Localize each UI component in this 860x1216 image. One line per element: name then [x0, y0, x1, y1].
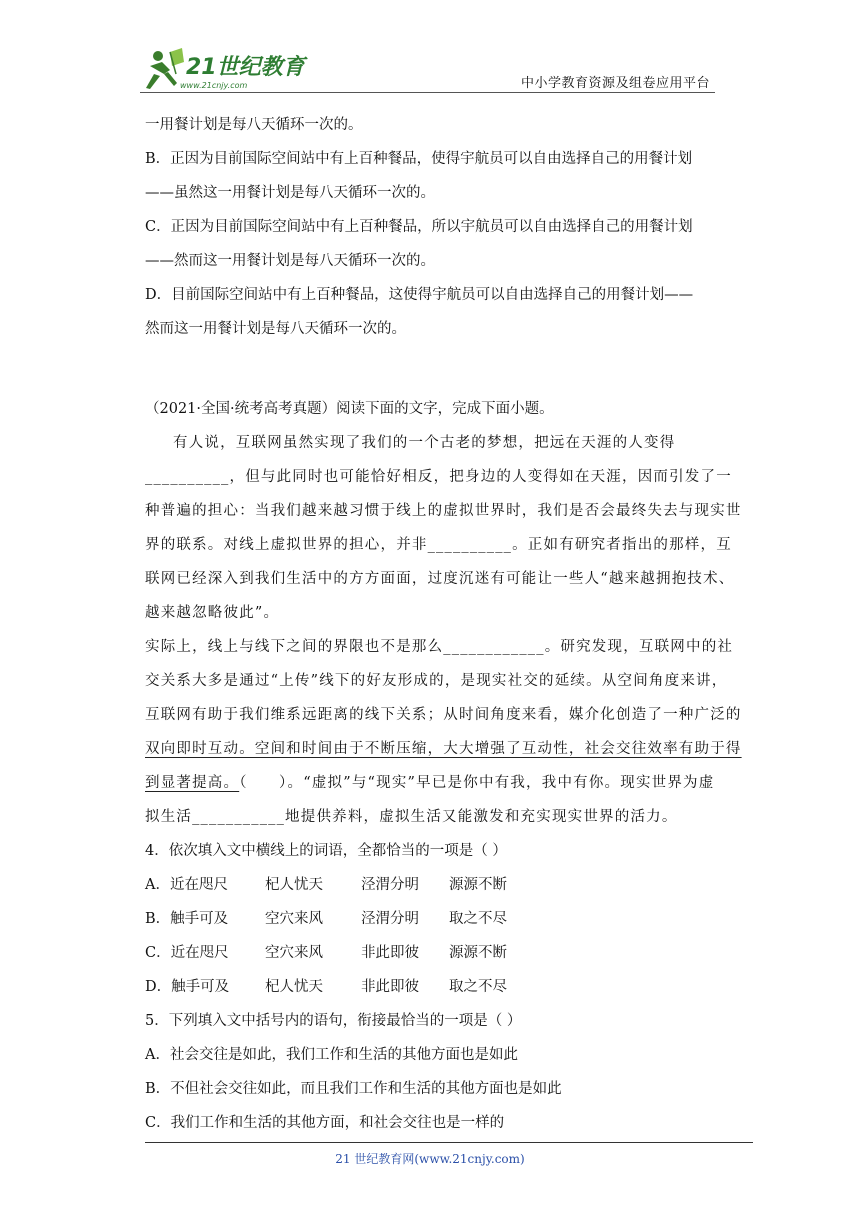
passage-line: 实际上，线上与线下之间的界限也不是那么____________。研究发现，互联网中的社: [145, 639, 734, 655]
option-cell: 杞人忧天: [265, 877, 323, 893]
footer-link[interactable]: 21 世纪教育网(www.21cnjy.com): [335, 1152, 525, 1166]
option-cell: 杞人忧天: [265, 979, 323, 995]
prev-option-d-line1: D．目前国际空间站中有上百种餐品，这使得宇航员可以自由选择自己的用餐计划——: [145, 287, 694, 303]
question-4-option: [145, 868, 720, 902]
passage-line: 有人说，互联网虽然实现了我们的一个古老的梦想，把远在天涯的人变得: [173, 435, 676, 451]
option-cell: 取之不尽: [449, 979, 507, 995]
passage-line-underlined: 双向即时互动。空间和时间由于不断压缩，大大增强了互动性，社会交往效率有助于得: [145, 741, 742, 757]
option-cell: D．触手可及: [145, 979, 230, 995]
header-divider: [140, 92, 715, 93]
document-body: [145, 108, 742, 1140]
passage-line: 交关系大多是通过“上传”线下的好友形成的，是现实社交的延续。从空间角度来讲，: [145, 673, 728, 689]
question-4-stem: 4．依次填入文中横线上的词语，全都恰当的一项是（ ）: [145, 843, 507, 859]
question-5-option-a: A．社会交往是如此，我们工作和生活的其他方面也是如此: [145, 1047, 518, 1063]
passage-line: 拟生活___________地提供养料，虚拟生活又能激发和充实现实世界的活力。: [145, 809, 678, 825]
header-platform-title: 中小学教育资源及组卷应用平台: [520, 76, 710, 91]
logo-icon: [140, 44, 320, 96]
passage-line: 越来越忽略彼此”。: [145, 605, 280, 621]
option-cell: C．近在咫尺: [145, 945, 229, 961]
prev-option-c-line1: C．正因为目前国际空间站中有上百种餐品，所以宇航员可以自由选择自己的用餐计划: [145, 219, 693, 235]
prev-option-b-line2: ——虽然这一用餐计划是每八天循环一次的。: [145, 185, 435, 201]
option-cell: A．近在咫尺: [145, 877, 228, 893]
logo-text: 21世纪教育: [186, 55, 305, 80]
option-cell: 非此即彼: [361, 979, 419, 995]
prev-option-d-line2: 然而这一用餐计划是每八天循环一次的。: [145, 321, 406, 337]
passage-line: __________，但与此同时也可能恰好相反，把身边的人变得如在天涯，因而引发了一: [145, 469, 732, 485]
question-5-option-c: C．我们工作和生活的其他方面，和社会交往也是一样的: [145, 1115, 505, 1131]
passage-line: 联网已经深入到我们生活中的方方面面，过度沉迷有可能让一些人“越来越拥抱技术、: [145, 571, 735, 587]
section-gap: [145, 346, 720, 392]
option-cell: 源源不断: [449, 877, 507, 893]
question-4-option: [145, 902, 720, 936]
prev-option-c-line2: ——然而这一用餐计划是每八天循环一次的。: [145, 253, 435, 269]
question-4-option: [145, 970, 720, 1004]
footer-divider: [145, 1142, 753, 1143]
option-cell: 取之不尽: [449, 911, 507, 927]
option-cell: 空穴来风: [265, 945, 323, 961]
logo-url: www.21cnjy.com: [180, 81, 248, 90]
passage-source: （2021·全国·统考高考真题）阅读下面的文字，完成下面小题。: [145, 401, 554, 417]
passage-fragment: （ ）。“虚拟”与“现实”早已是你中有我，我中有你。现实世界为虚: [239, 775, 715, 791]
passage-line: 界的联系。对线上虚拟世界的担心，并非__________。正如有研究者指出的那样，互: [145, 537, 732, 553]
question-5-option-b: B．不但社会交往如此，而且我们工作和生活的其他方面也是如此: [145, 1081, 562, 1097]
option-cell: 泾渭分明: [361, 877, 419, 893]
option-cell: 源源不断: [449, 945, 507, 961]
question-4-option: [145, 936, 720, 970]
prev-option-a-tail: 一用餐计划是每八天循环一次的。: [145, 117, 363, 133]
option-cell: 空穴来风: [265, 911, 323, 927]
option-cell: 泾渭分明: [361, 911, 419, 927]
passage-line: 互联网有助于我们维系远距离的线下关系；从时间角度来看，媒介化创造了一种广泛的: [145, 707, 742, 723]
page-header: [0, 0, 860, 100]
question-5-stem: 5．下列填入文中括号内的语句，衔接最恰当的一项是（ ）: [145, 1013, 522, 1029]
option-cell: B．触手可及: [145, 911, 229, 927]
passage-line: [145, 766, 720, 800]
passage-line: 种普遍的担心：当我们越来越习惯于线上的虚拟世界时，我们是否会最终失去与现实世: [145, 503, 742, 519]
passage-underlined-fragment: 到显著提高。: [145, 775, 240, 791]
option-cell: 非此即彼: [361, 945, 419, 961]
prev-option-b-line1: B．正因为目前国际空间站中有上百种餐品，使得宇航员可以自由选择自己的用餐计划: [145, 151, 693, 167]
